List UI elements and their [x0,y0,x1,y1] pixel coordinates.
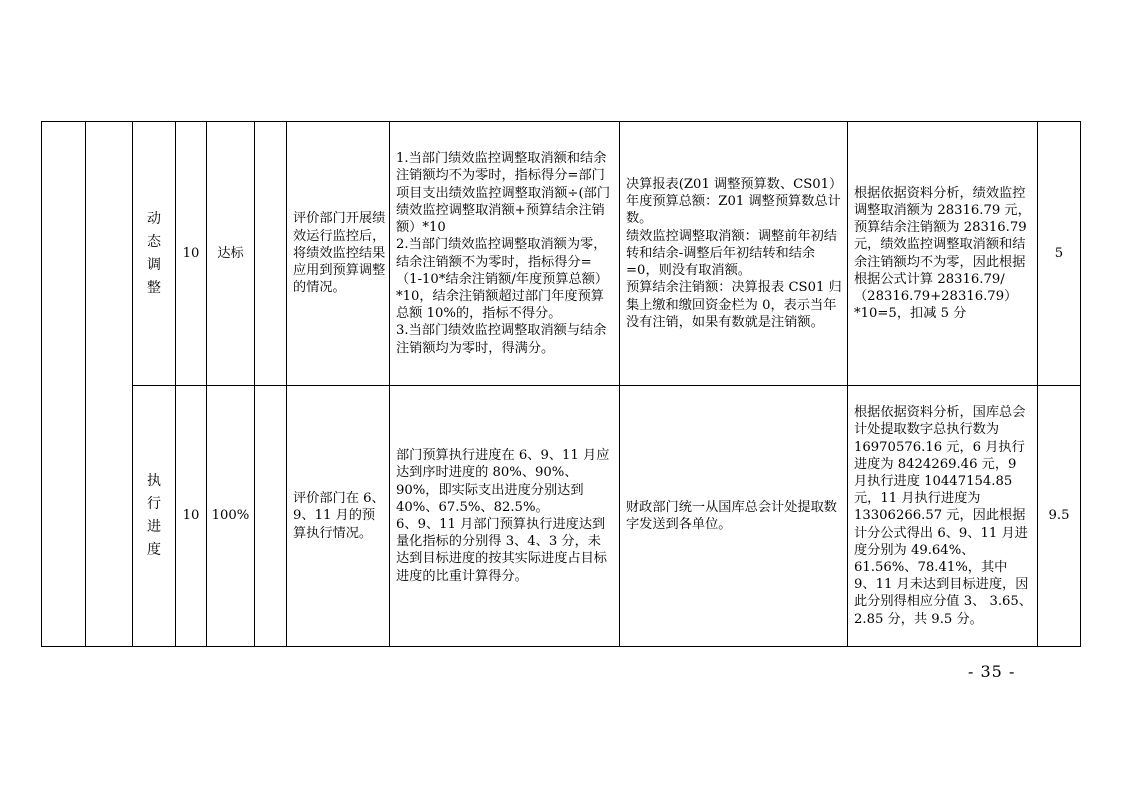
indicator-name: 动 态 调 整 [133,122,176,386]
evaluation-table [41,121,1081,647]
analysis-cell: 根据依据资料分析，国库总会计处提取数字总执行数为 16970576.16 元，6 月执行进度为 8424269.46 元，9 月执行进度 10447154.85 元，11 月执行进度为 13306266.57 元，因此根据计分公式得出 6、9、11 月进度分别为 49.64%、61.56%、78.41%，其中 9、11 月未达到目标进度，因此分别得相应分值 3、 3.65、2.85 分，共 9.5 分。 [848,386,1038,647]
table-row [42,122,1081,386]
description-cell: 评价部门开展绩效运行监控后，将绩效监控结果应用到预算调整的情况。 [287,122,390,386]
indicator-name: 执 行 进 度 [133,386,176,647]
level2-cell [86,122,133,647]
criteria-cell: 部门预算执行进度在 6、9、11 月应达到序时进度的 80%、90%、90%，即实际支出进度分别达到 40%、67.5%、82.5%。 6、9、11 月部门预算执行进度达到量化指标的分别得 3、4、3 分，未达到目标进度的按其实际进度占目标进度的比重计算得分。 [390,386,620,647]
page-number: - 35 - [968,662,1016,681]
weight-cell: 10 [176,122,207,386]
criteria-cell: 1.当部门绩效监控调整取消额和结余注销额均不为零时，指标得分=部门项目支出绩效监控调整取消额÷(部门绩效监控调整取消额+预算结余注销额）*10 2.当部门绩效监控调整取消额为零，结余注销额不为零时，指标得分=（1-10*结余注销额/年度预算总额）*10，结余注销额超过部门年度预算总额 10%的，指标不得分。 3.当部门绩效监控调整取消额与结余注销额均为零时，得满分。 [390,122,620,386]
table-row [42,386,1081,647]
analysis-cell: 根据依据资料分析，绩效监控调整取消额为 28316.79 元，预算结余注销额为 28316.79 元，绩效监控调整取消额和结余注销额均不为零，因此根据根据公式计算 28316.79/（28316.79+28316.79）*10=5，扣减 5 分 [848,122,1038,386]
level1-cell [42,122,86,647]
score-cell: 5 [1038,122,1081,386]
score-cell: 9.5 [1038,386,1081,647]
description-cell: 评价部门在 6、9、11 月的预算执行情况。 [287,386,390,647]
weight-cell: 10 [176,386,207,647]
target-cell: 100% [207,386,255,647]
target-cell: 达标 [207,122,255,386]
source-cell: 财政部门统一从国库总会计处提取数字发送到各单位。 [620,386,848,647]
empty-cell [255,386,287,647]
source-cell: 决算报表(Z01 调整预算数、CS01）年度预算总额：Z01 调整预算数总计数。 绩效监控调整取消额：调整前年初结转和结余-调整后年初结转和结余=0，则没有取消额。 预算结余注销额：决算报表 CS01 归集上缴和缴回资金栏为 0，表示当年没有注销，如果有数就是注销额。 [620,122,848,386]
empty-cell [255,122,287,386]
